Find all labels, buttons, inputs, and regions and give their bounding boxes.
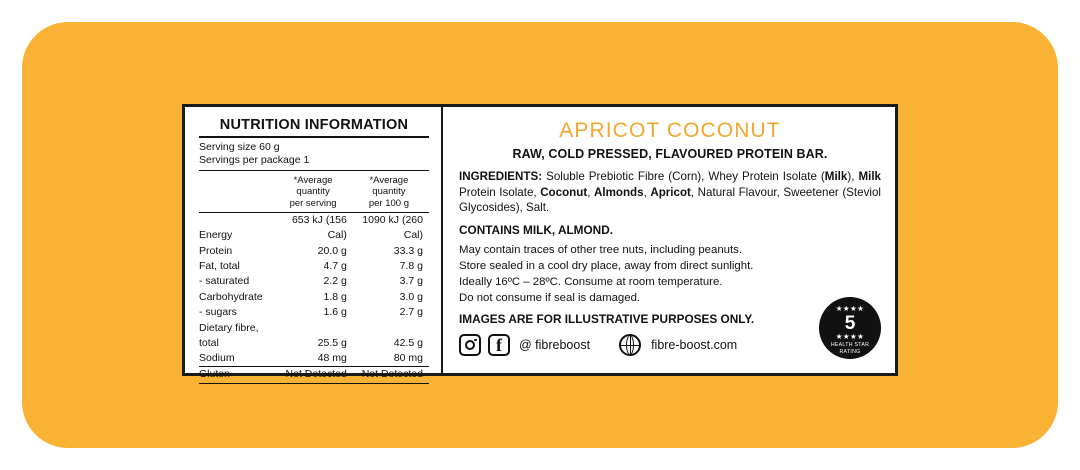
allergen-almonds: Almonds <box>593 185 644 199</box>
header-nutrient <box>199 171 277 212</box>
table-row: Sodium 48 mg 80 mg <box>199 352 423 365</box>
nutrition-title: NUTRITION INFORMATION <box>199 117 429 138</box>
ingredients-label: INGREDIENTS: <box>459 170 543 183</box>
health-star-caption-line2: RATING <box>839 349 861 355</box>
note-line: Do not consume if seal is damaged. <box>459 292 641 305</box>
social-row <box>459 331 881 356</box>
instagram-dot <box>474 339 477 342</box>
nutrition-label-panel <box>182 104 898 381</box>
note-line: Store sealed in a cool dry place, away from direct sunlight. <box>459 259 754 272</box>
ingredients-text-5: , <box>643 185 651 199</box>
social-handle: @ fibreboost <box>519 338 591 353</box>
ingredients-paragraph <box>459 169 881 216</box>
note-line: Ideally 16ºC – 28ºC. Consume at room temperature. <box>459 275 723 288</box>
instagram-icon[interactable] <box>459 334 481 356</box>
instagram-ring <box>465 340 475 350</box>
product-tagline: RAW, COLD PRESSED, FLAVOURED PROTEIN BAR. <box>512 147 828 161</box>
nutrition-information-panel <box>185 107 443 381</box>
health-star-bottom-stars: ★★★★ <box>835 331 865 341</box>
health-star-caption-line1: HEALTH STAR <box>830 341 870 348</box>
illustrative-disclaimer: IMAGES ARE FOR ILLUSTRATIVE PURPOSES ONLY. <box>459 312 755 327</box>
ingredient-coconut: Coconut <box>540 185 588 199</box>
ingredients-text-2: ), <box>847 170 859 183</box>
ingredients-text-6: , Natural Flavour, Sweetener (Steviol Glycosides), Salt. <box>459 185 881 215</box>
table-row: Energy 653 kJ (156 Cal) 1090 kJ (260 Cal) <box>199 214 423 242</box>
ingredients-text-4: , <box>587 185 594 199</box>
ingredients-text-1: Soluble Prebiotic Fibre (Corn), Whey Protein Isolate ( <box>542 170 825 183</box>
table-row: Gluten Not Detected Not Detected <box>199 366 429 382</box>
allergen-milk-2: Milk <box>858 170 881 183</box>
nutrition-table-bottom-rule <box>199 383 429 384</box>
ingredient-apricot: Apricot <box>650 185 691 199</box>
table-row: Protein 20.0 g 33.3 g <box>199 244 423 257</box>
website-url[interactable]: fibre-boost.com <box>651 338 738 353</box>
globe-icon[interactable] <box>619 334 641 356</box>
contains-allergens: CONTAINS MILK, ALMOND. <box>459 222 613 237</box>
globe-meridian <box>626 335 634 355</box>
serving-size: Serving size 60 g <box>199 141 280 153</box>
table-row: - saturated 2.2 g 3.7 g <box>199 275 423 288</box>
note-line: May contain traces of other tree nuts, including peanuts. <box>459 243 743 256</box>
nutrition-table <box>199 171 429 382</box>
ingredients-text-3: Protein Isolate, <box>459 185 541 199</box>
table-row: Fat, total 4.7 g 7.8 g <box>199 260 423 273</box>
table-row: Carbohydrate 1.8 g 3.0 g <box>199 290 423 303</box>
table-row: - sugars 1.6 g 2.7 g <box>199 306 423 319</box>
health-star-rating-badge <box>819 297 881 359</box>
facebook-icon[interactable]: f <box>488 334 510 356</box>
product-information-panel <box>443 107 895 373</box>
header-per-serving: *Average quantity per serving <box>277 171 349 212</box>
product-name: APRICOT COCONUT <box>559 119 781 142</box>
storage-notes <box>459 242 881 307</box>
health-star-rating-value: 5 <box>844 312 856 334</box>
nutrition-table-header <box>199 171 429 212</box>
table-row: Dietary fibre, total 25.5 g 42.5 g <box>199 321 423 349</box>
header-per-100g: *Average quantity per 100 g <box>349 171 429 212</box>
serving-details <box>199 138 429 171</box>
servings-per-package: Servings per package 1 <box>199 154 310 167</box>
allergen-milk-1: Milk <box>824 170 848 183</box>
health-star-top-stars: ★★★★ <box>835 303 865 313</box>
